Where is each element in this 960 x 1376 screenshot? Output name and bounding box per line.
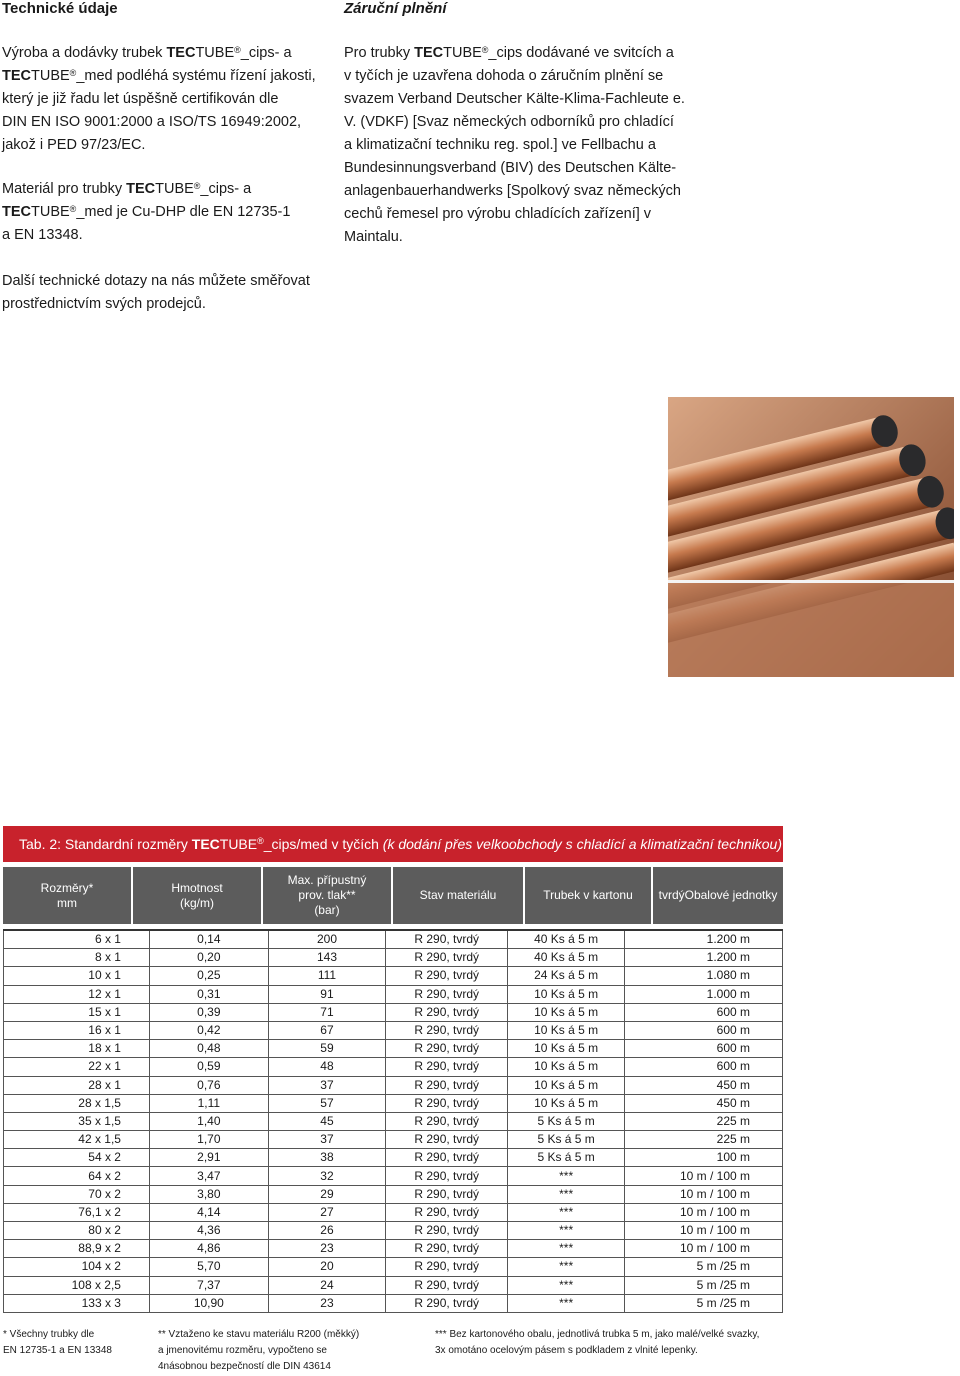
copper-tubes-illustration [668,397,954,677]
text: Výroba a dodávky trubek [2,45,167,61]
table-cell: 10 Ks á 5 m [508,1076,625,1094]
table-row [4,1222,783,1240]
table-cell: 24 Ks á 5 m [508,967,625,985]
copper-tubes-photo [668,397,954,677]
table-cell: 10 m / 100 m [625,1185,783,1203]
table-cell: 28 x 1,5 [4,1094,150,1112]
text-line: * Všechny trubky dle [3,1329,95,1340]
table-cell: 3,47 [149,1167,268,1185]
registered-mark: ® [481,45,489,55]
table-cell: 28 x 1 [4,1076,150,1094]
text-line: Další technické dotazy na nás můžete směřovat [2,273,310,289]
table-cell: 600 m [625,1040,783,1058]
table-row [4,1094,783,1112]
text-line: DIN EN ISO 9001:2000 a ISO/TS 16949:2002, [2,114,302,130]
table-cell: 76,1 x 2 [4,1203,150,1221]
table-cell: 64 x 2 [4,1167,150,1185]
table-cell: R 290, tvrdý [386,1112,508,1130]
table-cell: 3,80 [149,1185,268,1203]
table-cell: 37 [268,1131,386,1149]
table-cell: 10 Ks á 5 m [508,1058,625,1076]
footnote-pressure [158,1327,359,1375]
table-row [4,1076,783,1094]
table-cell: R 290, tvrdý [386,1294,508,1312]
table-row [4,1276,783,1294]
table-cell: 16 x 1 [4,1021,150,1039]
table-cell: 10 Ks á 5 m [508,1003,625,1021]
table-cell: 108 x 2,5 [4,1276,150,1294]
table-cell: 1.000 m [625,985,783,1003]
table-cell: 45 [268,1112,386,1130]
table-cell: R 290, tvrdý [386,1258,508,1276]
header-max-pressure [263,867,393,924]
table-cell: *** [508,1222,625,1240]
table-cell: R 290, tvrdý [386,1185,508,1203]
table-cell: 5,70 [149,1258,268,1276]
table-cell: 37 [268,1076,386,1094]
table-row [4,1240,783,1258]
paragraph-material [2,178,290,247]
table-row [4,1258,783,1276]
footnote-packaging [435,1327,759,1359]
table-cell: 1,70 [149,1131,268,1149]
table-title [3,826,783,862]
table-cell: 10 m / 100 m [625,1167,783,1185]
table-cell: R 290, tvrdý [386,1058,508,1076]
table-cell: 5 m /25 m [625,1294,783,1312]
table-cell: R 290, tvrdý [386,1222,508,1240]
table-cell: 5 m /25 m [625,1276,783,1294]
table-cell: 59 [268,1040,386,1058]
text: _cips dodávané ve svitcích a [488,45,674,61]
registered-mark: ® [69,68,77,78]
table-row [4,1185,783,1203]
table-cell: 29 [268,1185,386,1203]
table-cell: 5 Ks á 5 m [508,1131,625,1149]
table-row [4,1167,783,1185]
table-cell: 18 x 1 [4,1040,150,1058]
registered-mark: ® [69,204,77,214]
table-cell: 0,59 [149,1058,268,1076]
table-cell: 80 x 2 [4,1222,150,1240]
brand-bold: TEC [414,45,444,61]
table-row [4,1058,783,1076]
table-cell: 48 [268,1058,386,1076]
text: Tab. 2: Standardní rozměry [19,836,192,852]
table-cell: R 290, tvrdý [386,1131,508,1149]
table-cell: 10 m / 100 m [625,1222,783,1240]
table-cell: 35 x 1,5 [4,1112,150,1130]
table-cell: 27 [268,1203,386,1221]
table-row [4,1021,783,1039]
brand-rest: TUBE [31,204,70,220]
table-cell: 54 x 2 [4,1149,150,1167]
table-cell: 0,31 [149,985,268,1003]
paragraph-contact [2,270,310,316]
table-cell: 450 m [625,1076,783,1094]
table-cell: 6 x 1 [4,930,150,949]
text-line: *** Bez kartonového obalu, jednotlivá trubka 5 m, jako malé/velké svazky, [435,1329,760,1340]
text: Rozměry* [40,880,94,895]
table-row [4,985,783,1003]
table-cell: 133 x 3 [4,1294,150,1312]
text-line: Bundesinnungsverband (BIV) des Deutschen Kälte- [344,160,677,176]
table-cell: 67 [268,1021,386,1039]
brand-rest: TUBE [31,68,70,84]
table-cell: R 290, tvrdý [386,1276,508,1294]
table-cell: 32 [268,1167,386,1185]
text: _cips/med v tyčích [263,836,383,852]
table-cell: 10 Ks á 5 m [508,1021,625,1039]
table-cell: R 290, tvrdý [386,1149,508,1167]
text: Pro trubky [344,45,415,61]
table-cell: 0,39 [149,1003,268,1021]
table-cell: 225 m [625,1131,783,1149]
table-cell: 10 Ks á 5 m [508,1040,625,1058]
text-line: v tyčích je uzavřena dohoda o záručním plnění se [344,68,664,84]
text-line: EN 12735-1 a EN 13348 [3,1345,112,1356]
table-cell: 23 [268,1240,386,1258]
text: Hmotnost [171,880,223,895]
table-cell: 600 m [625,1003,783,1021]
header-material-state [393,867,525,924]
table-cell: 2,91 [149,1149,268,1167]
text-line: Maintalu. [344,229,403,245]
table-cell: 5 Ks á 5 m [508,1149,625,1167]
brand-bold: TEC [2,68,31,84]
table-cell: 0,25 [149,967,268,985]
section-title-technical-data: Technické údaje [2,0,118,17]
table-cell: 42 x 1,5 [4,1131,150,1149]
text: (bar) [314,903,340,917]
text-line: V. (VDKF) [Svaz německých odborníků pro chladící [344,114,674,130]
table-cell: R 290, tvrdý [386,985,508,1003]
text: mm [57,895,77,910]
table-cell: 10,90 [149,1294,268,1312]
text-line: a klimatizační techniku reg. spol.] ve Fellbachu a [344,137,656,153]
table-cell: 104 x 2 [4,1258,150,1276]
table-cell: 600 m [625,1058,783,1076]
table-cell: R 290, tvrdý [386,1003,508,1021]
table-cell: R 290, tvrdý [386,949,508,967]
table-cell: *** [508,1240,625,1258]
table-cell: 200 [268,930,386,949]
brand-rest: TUBE [195,45,235,61]
table-row [4,930,783,949]
table-cell: 71 [268,1003,386,1021]
table-row [4,1294,783,1312]
table-cell: 12 x 1 [4,985,150,1003]
table-cell: 1,40 [149,1112,268,1130]
table-row [4,1003,783,1021]
table-cell: 70 x 2 [4,1185,150,1203]
table-cell: 143 [268,949,386,967]
brand-bold: TEC [191,836,220,852]
paragraph-quality [2,42,316,157]
table-cell: 38 [268,1149,386,1167]
table-cell: 88,9 x 2 [4,1240,150,1258]
table-cell: 24 [268,1276,386,1294]
table-row [4,1203,783,1221]
brand-bold: TEC [2,204,31,220]
table-cell: R 290, tvrdý [386,1203,508,1221]
table-cell: R 290, tvrdý [386,930,508,949]
table-cell: 600 m [625,1021,783,1039]
table-header [3,867,783,924]
brand-bold: TEC [126,181,156,197]
text: _med je Cu-DHP dle EN 12735-1 [76,204,291,220]
table-cell: 10 x 1 [4,967,150,985]
text: _med podléhá systému řízení jakosti, [76,68,316,84]
table-cell: *** [508,1203,625,1221]
table-cell: 22 x 1 [4,1058,150,1076]
brand-rest: TUBE [155,181,194,197]
table-title-note: (k dodání přes velkoobchody s chladící a klimatizační technikou) [382,836,783,852]
table-cell: 15 x 1 [4,1003,150,1021]
table-cell: *** [508,1276,625,1294]
table-cell: 0,20 [149,949,268,967]
text-line: anlagenbauerhandwerks [Spolkový svaz německých [344,183,681,199]
text-line: cechů řemesel pro výrobu chladících zařízení] v [344,206,652,222]
table-cell: *** [508,1258,625,1276]
table-cell: 20 [268,1258,386,1276]
dimensions-table [3,929,783,1313]
registered-mark: ® [193,181,201,191]
text: tvrdýObalové jednotky [658,888,778,902]
table-cell: R 290, tvrdý [386,1040,508,1058]
table-cell: R 290, tvrdý [386,1167,508,1185]
table-cell: 111 [268,967,386,985]
table-row [4,1131,783,1149]
table-cell: 40 Ks á 5 m [508,949,625,967]
table-cell: 450 m [625,1094,783,1112]
text: prov. tlak** [298,888,356,902]
text-line: 4násobnou bezpečností dle DIN 43614 [158,1361,331,1372]
registered-mark: ® [257,836,264,846]
table-cell: 225 m [625,1112,783,1130]
table-cell: 0,76 [149,1076,268,1094]
table-cell: R 290, tvrdý [386,1021,508,1039]
table-cell: 4,14 [149,1203,268,1221]
table-cell: 8 x 1 [4,949,150,967]
table-row [4,1149,783,1167]
table-cell: *** [508,1167,625,1185]
table-cell: R 290, tvrdý [386,967,508,985]
table-cell: 4,36 [149,1222,268,1240]
table-cell: 5 Ks á 5 m [508,1112,625,1130]
text-line: prostřednictvím svých prodejců. [2,296,206,312]
text: Max. přípustný [287,873,367,887]
brand-rest: TUBE [219,836,258,852]
table-cell: 23 [268,1294,386,1312]
table-cell: 0,14 [149,930,268,949]
table-cell: *** [508,1294,625,1312]
table-cell: 4,86 [149,1240,268,1258]
brand-rest: TUBE [443,45,482,61]
text-line: jakož i PED 97/23/EC. [2,137,146,153]
registered-mark: ® [234,45,241,55]
table-cell: R 290, tvrdý [386,1240,508,1258]
header-packaging-units [653,867,783,924]
footnote-dimensions [3,1327,112,1359]
table-cell: R 290, tvrdý [386,1076,508,1094]
table-cell: 5 m /25 m [625,1258,783,1276]
table-row [4,949,783,967]
table-cell: 0,42 [149,1021,268,1039]
table-cell: 10 m / 100 m [625,1203,783,1221]
table-cell: 7,37 [149,1276,268,1294]
section-title-warranty: Záruční plnění [344,0,447,17]
table-cell: 1.200 m [625,930,783,949]
header-dimensions [3,867,133,924]
text-line: a EN 13348. [2,227,83,243]
table-cell: 40 Ks á 5 m [508,930,625,949]
table-cell: 0,48 [149,1040,268,1058]
table-cell: 1.080 m [625,967,783,985]
table-cell: 10 Ks á 5 m [508,985,625,1003]
table-cell: *** [508,1185,625,1203]
table-cell: R 290, tvrdý [386,1094,508,1112]
table-cell: 10 m / 100 m [625,1240,783,1258]
table-cell: 91 [268,985,386,1003]
header-weight [133,867,263,924]
text: (kg/m) [179,895,214,910]
text: Stav materiálu [419,888,497,902]
text-line: 3x omotáno ocelovým pásem s podkladem z vlnité lepenky. [435,1345,698,1356]
brand-bold: TEC [166,45,196,61]
table-row [4,1112,783,1130]
text-line: který je již řadu let úspěšně certifikován dle [2,91,279,107]
table-cell: 1.200 m [625,949,783,967]
header-tubes-per-carton [525,867,653,924]
table-row [4,1040,783,1058]
table-cell: 100 m [625,1149,783,1167]
text: Materiál pro trubky [2,181,127,197]
table-cell: 10 Ks á 5 m [508,1094,625,1112]
text-line: svazem Verband Deutscher Kälte-Klima-Fachleute e. [344,91,685,107]
text: _cips- a [240,45,292,61]
table-row [4,967,783,985]
text: _cips- a [200,181,252,197]
paragraph-warranty [344,42,685,249]
text: Trubek v kartonu [543,888,633,902]
text-line: ** Vztaženo ke stavu materiálu R200 (měkký) [158,1329,360,1340]
table-cell: 26 [268,1222,386,1240]
table-cell: 57 [268,1094,386,1112]
table-cell: 1,11 [149,1094,268,1112]
text-line: a jmenovitému rozměru, vypočteno se [158,1345,327,1356]
